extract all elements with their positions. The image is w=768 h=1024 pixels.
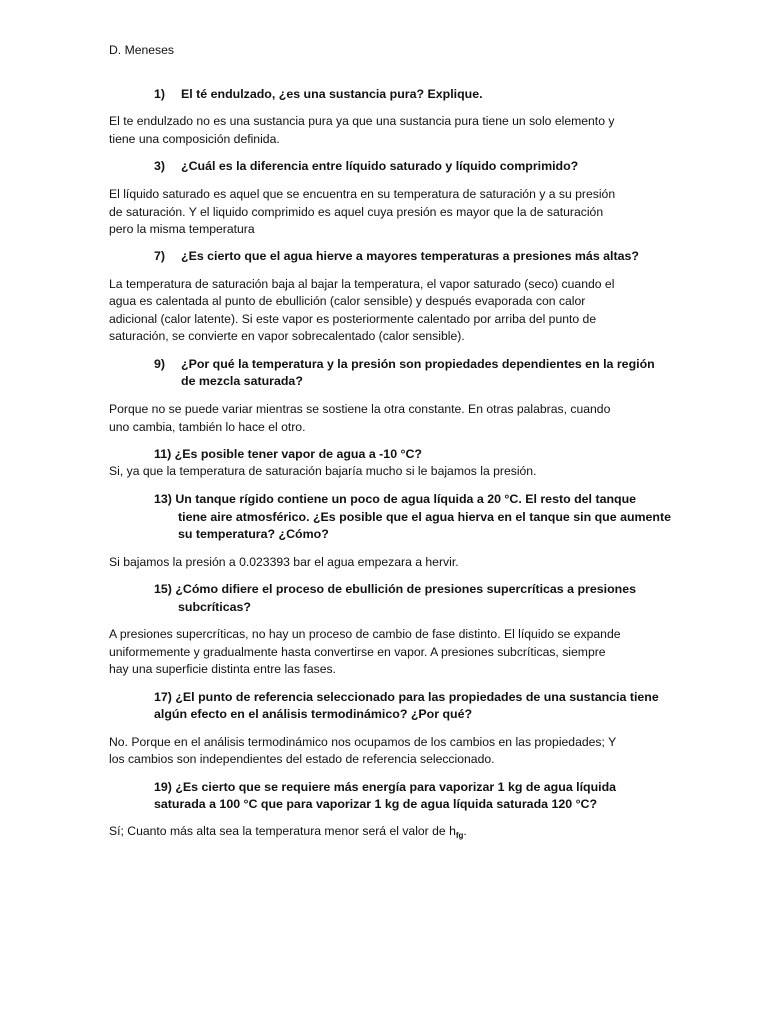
- answer-15-line-3: hay una superficie distinta entre las fases.: [109, 662, 336, 676]
- answer-9-line-2: uno cambia, también lo hace el otro.: [109, 420, 306, 434]
- author-name: D. Meneses: [109, 43, 175, 57]
- answer-19-text: Sí; Cuanto más alta sea la temperatura menor será el valor de h: [109, 824, 456, 838]
- answer-19: [109, 823, 467, 844]
- question-15-line-1: 15) ¿Cómo difiere el proceso de ebullición de presiones supercríticas a presiones: [154, 582, 637, 596]
- question-text: ¿Por qué la temperatura y la presión son propiedades dependientes en la región: [181, 357, 655, 371]
- question-number: 9): [154, 357, 166, 371]
- question-7: [154, 248, 639, 264]
- answer-7-line-2: agua es calentada al punto de ebullición (calor sensible) y después evaporada con calor: [109, 294, 586, 308]
- question-19-line-2: saturada a 100 °C que para vaporizar 1 kg de agua líquida saturada 120 °C?: [154, 797, 598, 811]
- answer-3-line-3: pero la misma temperatura: [109, 222, 255, 236]
- answer-17-line-2: los cambios son independientes del estado de referencia seleccionado.: [109, 752, 495, 766]
- question-text: El té endulzado, ¿es una sustancia pura? Explique.: [181, 87, 483, 101]
- answer-7-line-1: La temperatura de saturación baja al bajar la temperatura, el vapor saturado (seco) cuando el: [109, 277, 615, 291]
- question-number: 7): [154, 249, 166, 263]
- question-number: 3): [154, 159, 166, 173]
- answer-15-line-2: uniformemente y gradualmente hasta convertirse en vapor. A presiones subcríticas, siempre: [109, 645, 606, 659]
- answer-1-line-2: tiene una composición definida.: [109, 132, 280, 146]
- question-number: 1): [154, 87, 166, 101]
- question-9-line-2: de mezcla saturada?: [181, 374, 303, 388]
- answer-7-line-3: adicional (calor latente). Si este vapor es posteriormente calentado por arriba del punto de: [109, 312, 597, 326]
- question-3: [154, 158, 578, 174]
- question-15-line-2: subcríticas?: [178, 600, 251, 614]
- answer-7-line-4: saturación, se convierte en vapor sobrecalentado (calor sensible).: [109, 329, 465, 343]
- question-13-line-3: su temperatura? ¿Cómo?: [178, 527, 329, 541]
- question-13-line-2: tiene aire atmosférico. ¿Es posible que el agua hierva en el tanque sin que aumente: [178, 510, 672, 524]
- answer-9-line-1: Porque no se puede variar mientras se sostiene la otra constante. En otras palabras, cuando: [109, 402, 611, 416]
- question-1: [154, 86, 483, 102]
- answer-13-line-1: Si bajamos la presión a 0.023393 bar el agua empezara a hervir.: [109, 555, 459, 569]
- answer-3-line-2: de saturación. Y el liquido comprimido es aquel cuya presión es mayor que la de saturación: [109, 205, 604, 219]
- answer-19-period: .: [463, 824, 467, 838]
- question-9: [154, 356, 655, 372]
- question-text: ¿Cuál es la diferencia entre líquido saturado y líquido comprimido?: [181, 159, 579, 173]
- answer-11-line-1: Si, ya que la temperatura de saturación bajaría mucho si le bajamos la presión.: [109, 464, 537, 478]
- question-17-line-2: algún efecto en el análisis termodinámico? ¿Por qué?: [154, 707, 473, 721]
- enthalpy-subscript: fg: [455, 831, 464, 840]
- answer-15-line-1: A presiones supercríticas, no hay un proceso de cambio de fase distinto. El líquido se expande: [109, 627, 621, 641]
- question-11: 11) ¿Es posible tener vapor de agua a -10 °C?: [154, 447, 422, 461]
- question-text: ¿Es cierto que el agua hierve a mayores temperaturas a presiones más altas?: [181, 249, 639, 263]
- question-19-line-1: 19) ¿Es cierto que se requiere más energía para vaporizar 1 kg de agua líquida: [154, 780, 617, 794]
- question-13-line-1: 13) Un tanque rígido contiene un poco de agua líquida a 20 °C. El resto del tanque: [154, 492, 637, 506]
- question-17-line-1: 17) ¿El punto de referencia seleccionado para las propiedades de una sustancia tiene: [154, 690, 659, 704]
- answer-3-line-1: El líquido saturado es aquel que se encuentra en su temperatura de saturación y a su presión: [109, 187, 616, 201]
- answer-17-line-1: No. Porque en el análisis termodinámico nos ocupamos de los cambios en las propiedades; Y: [109, 735, 617, 749]
- answer-1-line-1: El te endulzado no es una sustancia pura ya que una sustancia pura tiene un solo elemento y: [109, 114, 615, 128]
